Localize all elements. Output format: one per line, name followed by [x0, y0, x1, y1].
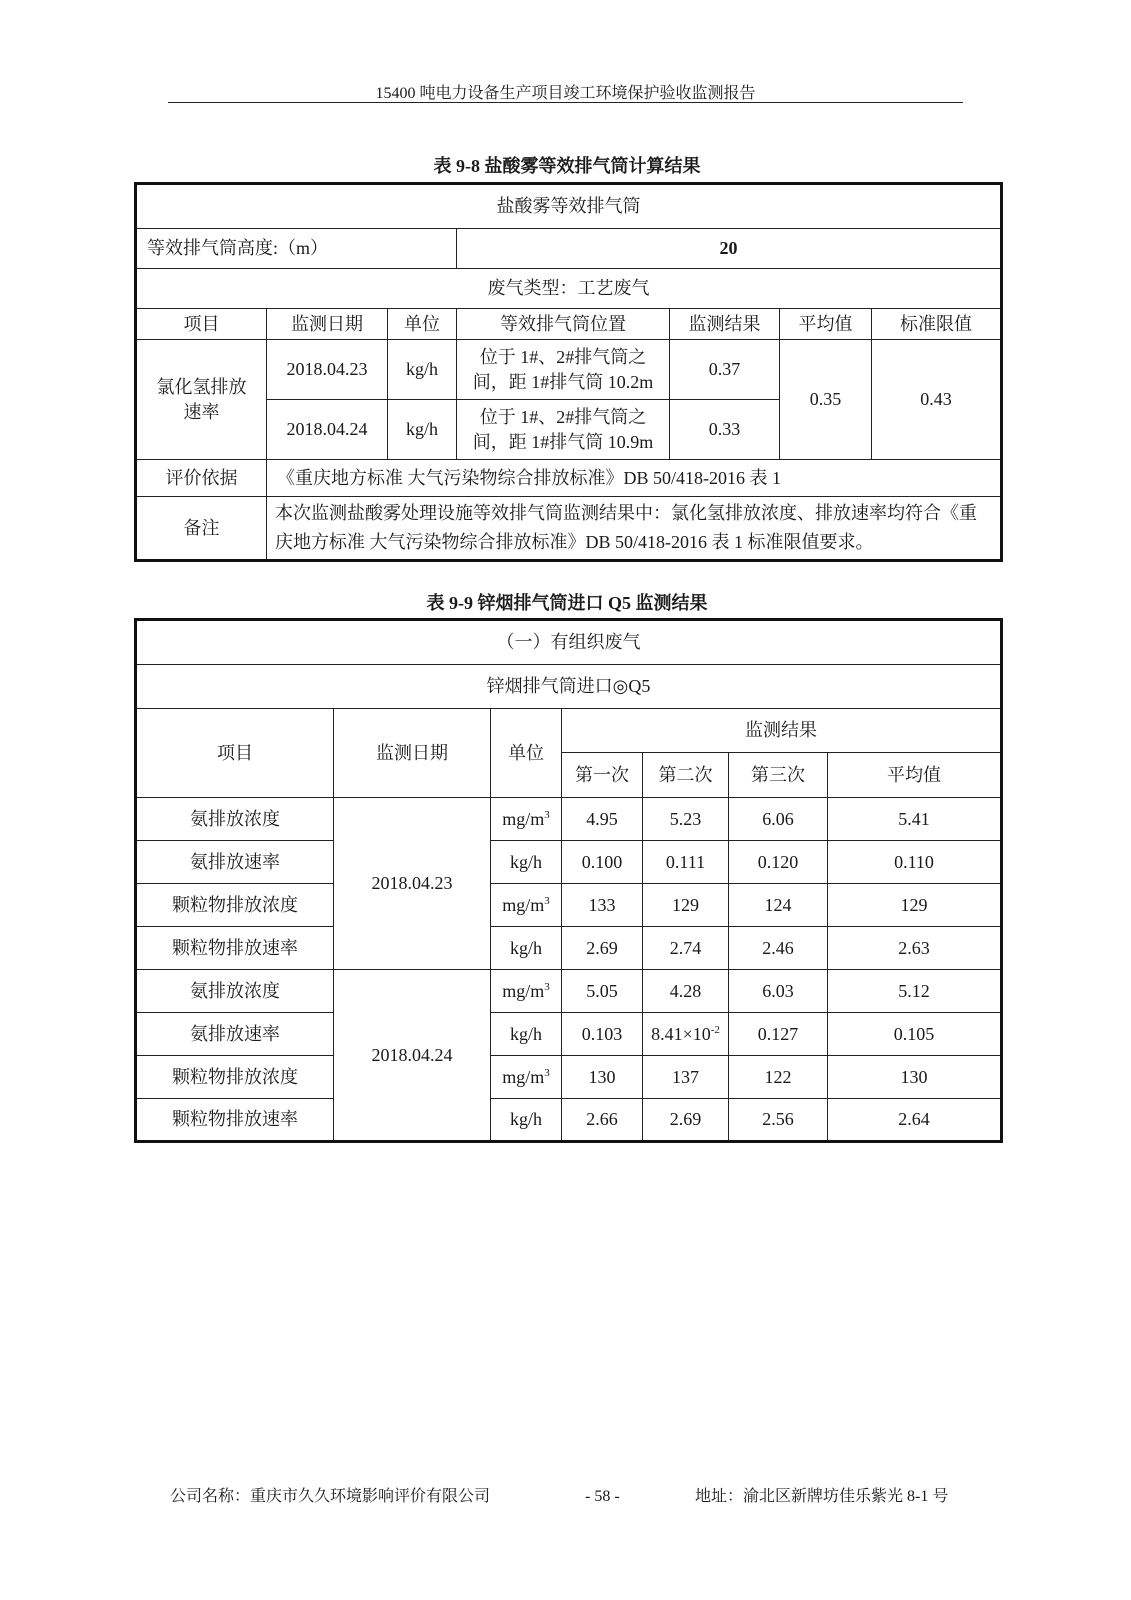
average-cell: 5.41 — [828, 798, 1002, 841]
table-row — [136, 1013, 1002, 1056]
item-cell: 氨排放速率 — [136, 841, 334, 884]
value-cell-1: 133 — [562, 884, 643, 927]
col-header: 标准限值 — [872, 309, 1002, 340]
date-cell: 2018.04.23 — [334, 798, 491, 970]
unit-cell — [491, 798, 562, 841]
value-cell-2: 2.69 — [643, 1099, 729, 1142]
unit-superscript: 3 — [544, 980, 550, 993]
value-cell-2: 0.111 — [643, 841, 729, 884]
value-cell-1: 2.69 — [562, 927, 643, 970]
item-cell: 氨排放浓度 — [136, 798, 334, 841]
unit-base: mg/m — [502, 808, 545, 829]
footer-address: 地址：渝北区新牌坊佳乐紫光 8-1 号 — [695, 1488, 949, 1505]
unit-superscript: 3 — [544, 894, 550, 907]
table-9-8 — [134, 182, 1003, 562]
date-cell: 2018.04.23 — [267, 340, 388, 400]
height-label: 等效排气筒高度:（m） — [136, 229, 457, 269]
sub-col-header: 第一次 — [562, 753, 643, 798]
header-rule — [168, 102, 963, 103]
sub-col-header: 第二次 — [643, 753, 729, 798]
value-cell-1: 130 — [562, 1056, 643, 1099]
sub-col-header: 第三次 — [729, 753, 828, 798]
average-cell: 0.110 — [828, 841, 1002, 884]
unit-cell — [491, 1099, 562, 1142]
item-cell: 氨排放浓度 — [136, 970, 334, 1013]
item-cell: 颗粒物排放速率 — [136, 927, 334, 970]
col-header-item: 项目 — [136, 709, 334, 798]
section-title: （一）有组织废气 — [136, 620, 1002, 665]
basis-text: 《重庆地方标准 大气污染物综合排放标准》DB 50/418-2016 表 1 — [267, 460, 1002, 497]
col-header: 等效排气筒位置 — [457, 309, 670, 340]
table-row — [136, 1056, 1002, 1099]
value-cell-3: 6.06 — [729, 798, 828, 841]
value-cell-1: 0.103 — [562, 1013, 643, 1056]
value-cell-1: 4.95 — [562, 798, 643, 841]
table-row — [136, 340, 1002, 400]
value-cell-2: 5.23 — [643, 798, 729, 841]
table-row — [136, 1099, 1002, 1142]
note-text: 本次监测盐酸雾处理设施等效排气筒监测结果中：氯化氢排放浓度、排放速率均符合《重庆地方标准 大气污染物综合排放标准》DB 50/418-2016 表 1 标准限值要求。 — [267, 497, 1002, 561]
average-cell: 2.63 — [828, 927, 1002, 970]
unit-cell: kg/h — [388, 400, 457, 460]
position-cell: 位于 1#、2#排气筒之间，距 1#排气筒 10.2m — [457, 340, 670, 400]
average-cell: 2.64 — [828, 1099, 1002, 1142]
unit-base: mg/m — [502, 894, 545, 915]
col-header-unit: 单位 — [491, 709, 562, 798]
col-header: 监测日期 — [267, 309, 388, 340]
position-cell: 位于 1#、2#排气筒之间，距 1#排气筒 10.9m — [457, 400, 670, 460]
footer-page-number: - 58 - — [585, 1488, 620, 1505]
location-title: 锌烟排气筒进口◎Q5 — [136, 665, 1002, 709]
unit-cell — [491, 884, 562, 927]
col-header: 单位 — [388, 309, 457, 340]
unit-cell — [491, 927, 562, 970]
table-9-8-caption: 表 9-8 盐酸雾等效排气筒计算结果 — [433, 156, 701, 176]
unit-cell — [491, 970, 562, 1013]
table-9-9-caption: 表 9-9 锌烟排气筒进口 Q5 监测结果 — [426, 593, 708, 613]
value-cell-1: 0.100 — [562, 841, 643, 884]
unit-base: kg/h — [509, 937, 542, 958]
item-cell: 氨排放速率 — [136, 1013, 334, 1056]
item-cell: 颗粒物排放速率 — [136, 1099, 334, 1142]
item-cell: 颗粒物排放浓度 — [136, 884, 334, 927]
average-cell: 5.12 — [828, 970, 1002, 1013]
value-cell-3: 0.120 — [729, 841, 828, 884]
date-cell: 2018.04.24 — [267, 400, 388, 460]
value-cell-3: 122 — [729, 1056, 828, 1099]
value-cell-3: 2.46 — [729, 927, 828, 970]
unit-base: mg/m — [502, 980, 545, 1001]
table-header-row — [136, 309, 1002, 340]
value-cell-3: 2.56 — [729, 1099, 828, 1142]
value-cell-1: 5.05 — [562, 970, 643, 1013]
unit-superscript: 3 — [544, 808, 550, 821]
unit-base: kg/h — [509, 1109, 542, 1130]
basis-label: 评价依据 — [136, 460, 267, 497]
value-base: 8.41×10 — [651, 1023, 711, 1044]
value-cell-2: 4.28 — [643, 970, 729, 1013]
height-value: 20 — [457, 229, 1002, 269]
table-title-cell: 盐酸雾等效排气筒 — [136, 184, 1002, 229]
col-header: 项目 — [136, 309, 267, 340]
value-cell-2: 129 — [643, 884, 729, 927]
table-9-9 — [134, 618, 1003, 1143]
col-header-results: 监测结果 — [562, 709, 1002, 753]
unit-cell — [491, 1056, 562, 1099]
unit-cell — [491, 841, 562, 884]
limit-cell: 0.43 — [872, 340, 1002, 460]
average-cell: 0.35 — [780, 340, 872, 460]
unit-cell — [491, 1013, 562, 1056]
item-cell: 氯化氢排放速率 — [136, 340, 267, 460]
sub-col-header: 平均值 — [828, 753, 1002, 798]
gas-type: 废气类型：工艺废气 — [136, 269, 1002, 309]
col-header-date: 监测日期 — [334, 709, 491, 798]
value-exponent: -2 — [710, 1023, 720, 1036]
footer-company: 公司名称：重庆市久久环境影响评价有限公司 — [170, 1488, 491, 1505]
value-cell-2: 2.74 — [643, 927, 729, 970]
item-cell: 颗粒物排放浓度 — [136, 1056, 334, 1099]
result-cell: 0.37 — [670, 340, 780, 400]
average-cell: 129 — [828, 884, 1002, 927]
table-header-row — [136, 709, 1002, 753]
unit-base: kg/h — [509, 1023, 542, 1044]
value-cell-3: 0.127 — [729, 1013, 828, 1056]
unit-base: mg/m — [502, 1066, 545, 1087]
table-row — [136, 970, 1002, 1013]
date-cell: 2018.04.24 — [334, 970, 491, 1142]
value-cell-2 — [643, 1013, 729, 1056]
table-row — [136, 884, 1002, 927]
col-header: 监测结果 — [670, 309, 780, 340]
unit-base: kg/h — [509, 851, 542, 872]
table-row — [136, 927, 1002, 970]
table-row — [136, 798, 1002, 841]
unit-superscript: 3 — [544, 1066, 550, 1079]
table-row — [136, 841, 1002, 884]
average-cell: 0.105 — [828, 1013, 1002, 1056]
unit-cell: kg/h — [388, 340, 457, 400]
note-label: 备注 — [136, 497, 267, 561]
value-cell-2: 137 — [643, 1056, 729, 1099]
average-cell: 130 — [828, 1056, 1002, 1099]
result-cell: 0.33 — [670, 400, 780, 460]
value-cell-3: 6.03 — [729, 970, 828, 1013]
value-cell-1: 2.66 — [562, 1099, 643, 1142]
col-header: 平均值 — [780, 309, 872, 340]
report-header-title: 15400 吨电力设备生产项目竣工环境保护验收监测报告 — [375, 85, 756, 102]
value-cell-3: 124 — [729, 884, 828, 927]
